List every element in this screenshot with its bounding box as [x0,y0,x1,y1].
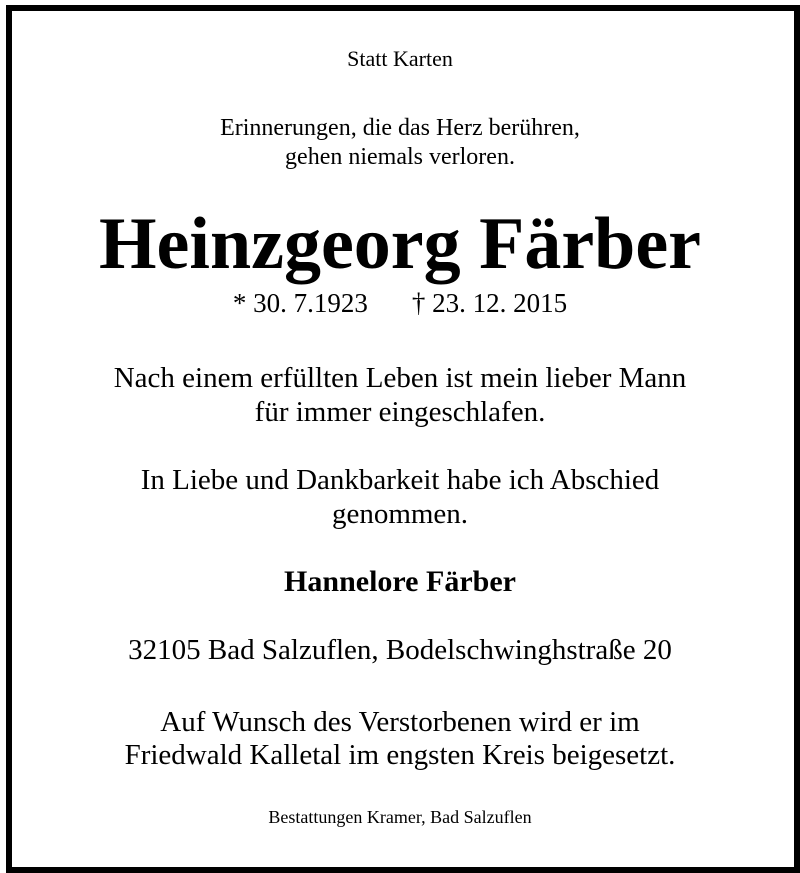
burial-line-2: Friedwald Kalletal im engsten Kreis beigesetzt. [124,739,676,771]
undertaker-credit: Bestattungen Kramer, Bad Salzuflen [268,807,532,827]
mourner-address: 32105 Bad Salzuflen, Bodelschwinghstraße 20 [128,634,672,666]
birth-date: * 30. 7.1923 [232,288,368,318]
message-line-1: Nach einem erfüllten Leben ist mein lieber Mann [113,362,687,394]
life-dates [233,290,567,317]
poem-line-1: Erinnerungen, die das Herz berühren, [220,115,580,141]
poem-line-2: gehen niemals verloren. [285,144,515,170]
deceased-name: Heinzgeorg Färber [98,203,702,285]
death-date: † 23. 12. 2015 [411,288,568,318]
message-line-3: In Liebe und Dankbarkeit habe ich Abschied [140,464,660,496]
message-line-4: genommen. [331,498,469,530]
burial-line-1: Auf Wunsch des Verstorbenen wird er im [160,706,640,738]
mourner-name: Hannelore Färber [284,565,516,598]
message-line-2: für immer eingeschlafen. [254,396,546,428]
notice-heading: Statt Karten [347,46,453,71]
